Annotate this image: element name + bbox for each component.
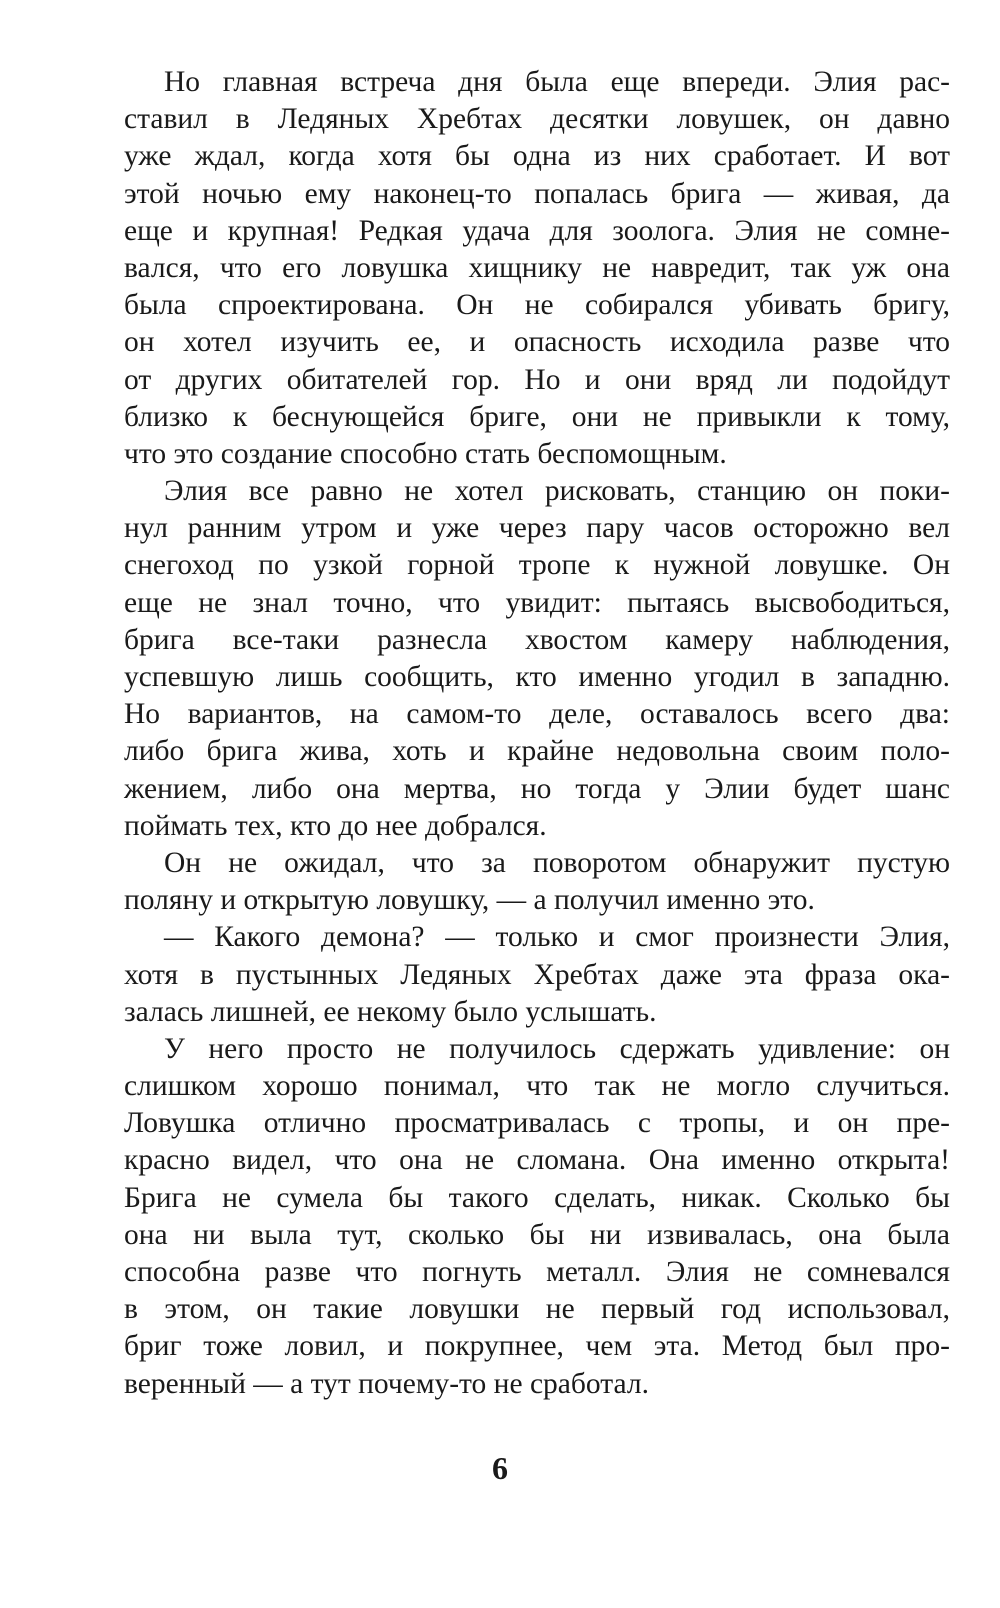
text-line: уже ждал, когда хотя бы одна из них сработает. И вот xyxy=(124,140,950,173)
text-line: слишком хорошо понимал, что так не могло случиться. xyxy=(124,1070,950,1103)
text-line: красно видел, что она не сломана. Она именно открыта! xyxy=(124,1144,950,1177)
text-line: еще и крупная! Редкая удача для зоолога. Элия не сомне- xyxy=(124,214,950,247)
text-line: успевшую лишь сообщить, кто именно угодил в западню. xyxy=(124,661,950,693)
text-line: была спроектирована. Он не собирался убивать бригу, xyxy=(124,289,950,322)
text-line: вался, что его ловушка хищнику не навредит, так уж она xyxy=(124,251,950,284)
page-number: 6 xyxy=(492,1450,508,1486)
text-line: залась лишней, ее некому было услышать. xyxy=(124,995,657,1028)
text-line: в этом, он такие ловушки не первый год использовал, xyxy=(124,1293,950,1326)
text-line: поляну и открытую ловушку, — а получил именно это. xyxy=(124,884,815,917)
text-line: Ловушка отлично просматривалась с тропы, и он пре- xyxy=(124,1107,950,1140)
text-line: ставил в Ледяных Хребтах десятки ловушек, он давно xyxy=(124,103,950,136)
paragraph xyxy=(124,1031,950,1403)
text-line: Но вариантов, на самом-то деле, оставалось всего два: xyxy=(124,698,950,731)
text-line: хотя в пустынных Ледяных Хребтах даже эта фраза ока- xyxy=(124,958,950,991)
text-line: У него просто не получилось сдержать удивление: он xyxy=(164,1032,950,1065)
text-line: Он не ожидал, что за поворотом обнаружит пустую xyxy=(164,846,950,879)
text-line: Брига не сумела бы такого сделать, никак. Сколько бы xyxy=(124,1181,950,1214)
text-line: Но главная встреча дня была еще впереди. Элия рас- xyxy=(164,66,950,98)
text-line: этой ночью ему наконец-то попалась брига — живая, да xyxy=(124,177,950,210)
text-line: снегоход по узкой горной тропе к нужной ловушке. Он xyxy=(124,549,950,582)
text-line: еще не знал точно, что увидит: пытаясь высвободиться, xyxy=(124,586,950,619)
text-line: она ни выла тут, сколько бы ни извивалась, она была xyxy=(124,1218,950,1251)
text-line: поймать тех, кто до нее добрался. xyxy=(124,809,547,842)
text-line: Элия все равно не хотел рисковать, станцию он поки- xyxy=(164,475,950,508)
paragraph xyxy=(124,919,950,1031)
text-line: от других обитателей гор. Но и они вряд ли подойдут xyxy=(124,363,950,396)
paragraph xyxy=(124,845,950,919)
text-line: жением, либо она мертва, но тогда у Элии будет шанс xyxy=(124,772,950,805)
page-body-text xyxy=(124,64,950,1403)
text-line: — Какого демона? — только и смог произнести Элия, xyxy=(164,921,950,954)
paragraph xyxy=(124,473,950,845)
text-line: либо брига жива, хоть и крайне недовольна своим поло- xyxy=(124,735,950,768)
text-line: способна разве что погнуть металл. Элия не сомневался xyxy=(124,1256,950,1288)
paragraph xyxy=(124,64,950,473)
text-line: нул ранним утром и уже через пару часов осторожно вел xyxy=(124,512,950,545)
text-line: брига все-таки разнесла хвостом камеру наблюдения, xyxy=(124,623,950,656)
text-line: бриг тоже ловил, и покрупнее, чем эта. Метод был про- xyxy=(124,1330,950,1363)
text-line: веренный — а тут почему-то не сработал. xyxy=(124,1367,649,1400)
text-line: что это создание способно стать беспомощным. xyxy=(124,437,727,470)
text-line: близко к беснующейся бриге, они не привыкли к тому, xyxy=(124,400,950,433)
text-line: он хотел изучить ее, и опасность исходила разве что xyxy=(124,326,950,359)
